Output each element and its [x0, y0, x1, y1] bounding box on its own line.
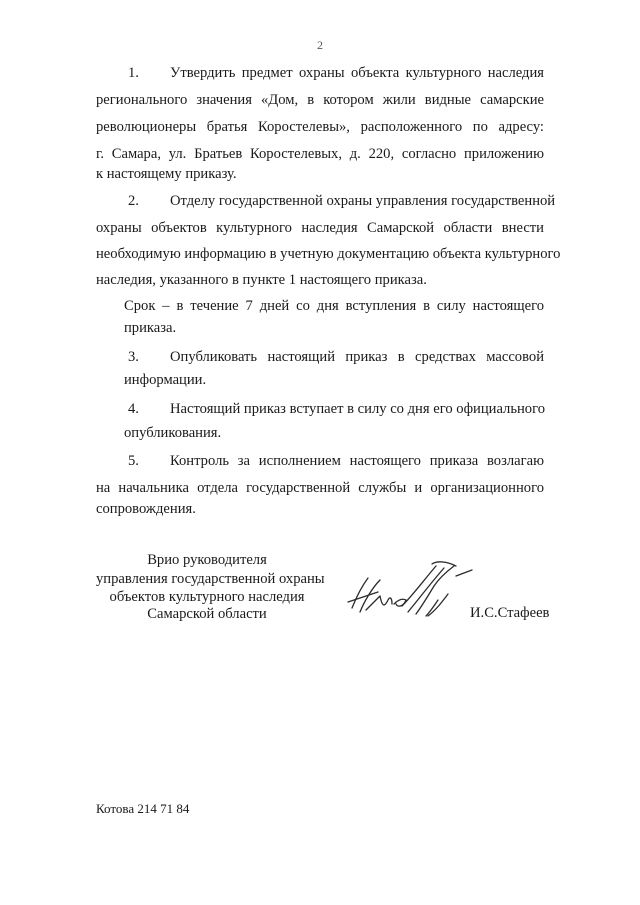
- body-line-3: революционеры братья Коростелевы», расположенного по адресу:: [96, 119, 544, 135]
- body-line-6: [128, 192, 556, 210]
- item-text-1: Утвердить предмет охраны объекта культурного наследия: [170, 65, 544, 81]
- body-line-7: охраны объектов культурного наследия Самарской области внести: [96, 220, 544, 236]
- body-line-13: информации.: [124, 372, 207, 388]
- body-line-15: опубликования.: [124, 425, 222, 441]
- item-text-2: Отделу государственной охраны управления государственной: [170, 193, 556, 209]
- item-number-4: 4.: [128, 401, 139, 417]
- item-number-3: 3.: [128, 349, 139, 365]
- body-line-11: приказа.: [124, 320, 177, 336]
- item-number-5: 5.: [128, 453, 139, 469]
- body-line-16: [128, 452, 544, 470]
- handwritten-signature: [338, 556, 478, 626]
- signatory-title-line-2: управления государственной охраны: [96, 571, 325, 587]
- body-line-12: [128, 348, 544, 366]
- body-line-14: [128, 400, 546, 418]
- item-number-2: 2.: [128, 193, 139, 209]
- body-line-1: [128, 64, 544, 82]
- item-text-4: Настоящий приказ вступает в силу со дня его официального: [170, 401, 546, 417]
- item-text-3: Опубликовать настоящий приказ в средствах массовой: [170, 349, 544, 365]
- signatory-title-line-3: объектов культурного наследия: [109, 589, 305, 605]
- body-line-10: Срок – в течение 7 дней со дня вступления в силу настоящего: [124, 298, 544, 314]
- body-line-18: сопровождения.: [96, 501, 196, 517]
- item-text-5: Контроль за исполнением настоящего приказа возлагаю: [170, 453, 544, 469]
- signatory-title-line-1: Врио руководителя: [147, 552, 267, 568]
- body-line-8: необходимую информацию в учетную документацию объекта культурного: [96, 246, 561, 262]
- page-number: 2: [317, 38, 323, 52]
- signatory-title-line-4: Самарской области: [147, 606, 267, 622]
- signatory-name: И.С.Стафеев: [470, 605, 550, 621]
- item-number-1: 1.: [128, 65, 139, 81]
- executor-contact: Котова 214 71 84: [96, 801, 190, 816]
- body-line-5: к настоящему приказу.: [96, 166, 237, 182]
- body-line-17: на начальника отдела государственной службы и организационного: [96, 480, 544, 496]
- body-line-9: наследия, указанного в пункте 1 настоящего приказа.: [96, 272, 427, 288]
- body-line-4: г. Самара, ул. Братьев Коростелевых, д. 220, согласно приложению: [96, 146, 544, 162]
- body-line-2: регионального значения «Дом, в котором жили видные самарские: [96, 92, 544, 108]
